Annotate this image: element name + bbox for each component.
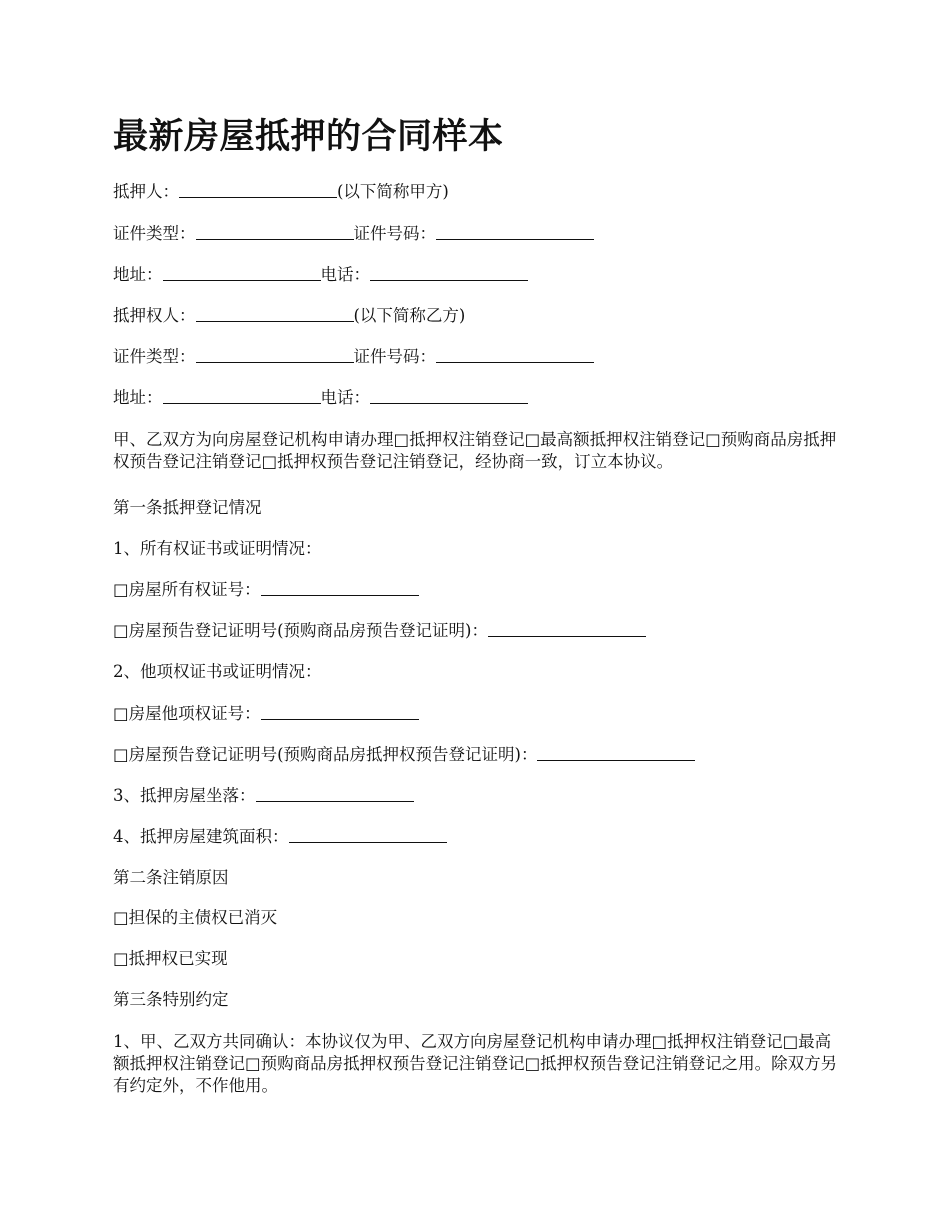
article2-reason1: □担保的主债权已消灭 xyxy=(113,908,278,927)
party-b-id-number-blank[interactable] xyxy=(436,346,594,363)
party-a-id-number-blank[interactable] xyxy=(436,223,594,240)
article1-item1-a-line xyxy=(113,579,419,601)
party-b-id-line xyxy=(113,346,594,368)
party-a-address-label: 地址： xyxy=(113,265,163,284)
article1-item2-a-line xyxy=(113,703,419,725)
party-b-id-type-label: 证件类型： xyxy=(113,347,196,366)
floor-area-blank[interactable] xyxy=(289,826,447,843)
party-b-name-line xyxy=(113,305,465,327)
party-a-id-type-blank[interactable] xyxy=(196,223,354,240)
party-a-name-blank[interactable] xyxy=(179,181,337,198)
party-b-name-blank[interactable] xyxy=(196,305,354,322)
party-b-address-label: 地址： xyxy=(113,388,163,407)
floor-area-label: 4、抵押房屋建筑面积： xyxy=(113,827,289,846)
article3-heading: 第三条特别约定 xyxy=(113,990,229,1009)
party-a-name-suffix: (以下简称甲方) xyxy=(337,182,449,201)
article1-heading: 第一条抵押登记情况 xyxy=(113,498,262,517)
preannouncement-cert-blank[interactable] xyxy=(488,620,646,637)
party-b-name-suffix: (以下简称乙方) xyxy=(353,306,466,325)
party-a-address-line xyxy=(113,264,528,286)
mortgage-preannouncement-cert-label: □房屋预告登记证明号(预购商品房抵押权预告登记证明)： xyxy=(113,745,538,764)
article1-item3-line xyxy=(113,785,414,807)
ownership-cert-blank[interactable] xyxy=(261,579,419,596)
party-a-id-type-label: 证件类型： xyxy=(113,224,196,243)
property-location-label: 3、抵押房屋坐落： xyxy=(113,786,256,805)
article2-reason2: □抵押权已实现 xyxy=(113,949,228,968)
article1-item2: 2、他项权证书或证明情况： xyxy=(113,662,322,681)
party-a-phone-blank[interactable] xyxy=(370,264,528,281)
party-a-name-line xyxy=(113,181,449,203)
party-a-id-line xyxy=(113,223,594,245)
article1-item1: 1、所有权证书或证明情况： xyxy=(113,539,322,558)
party-a-address-blank[interactable] xyxy=(163,264,321,281)
party-b-address-blank[interactable] xyxy=(163,387,321,404)
article2-heading: 第二条注销原因 xyxy=(113,868,229,887)
article3-item1: 1、甲、乙双方共同确认：本协议仅为甲、乙双方向房屋登记机构申请办理□抵押权注销登记□最高额抵押权注销登记□预购商品房抵押权预告登记注销登记□抵押权预告登记注销登记之用。除双方另有约定外，不作他用。 xyxy=(113,1032,838,1095)
party-b-phone-blank[interactable] xyxy=(370,387,528,404)
party-a-id-number-label: 证件号码： xyxy=(353,224,436,243)
property-location-blank[interactable] xyxy=(256,785,414,802)
intro-paragraph: 甲、乙双方为向房屋登记机构申请办理□抵押权注销登记□最高额抵押权注销登记□预购商品房抵押权预告登记注销登记□抵押权预告登记注销登记，经协商一致，订立本协议。 xyxy=(113,430,837,471)
other-rights-cert-blank[interactable] xyxy=(261,703,419,720)
party-a-name-label: 抵押人： xyxy=(113,182,179,201)
other-rights-cert-label: □房屋他项权证号： xyxy=(113,704,261,723)
article1-item4-line xyxy=(113,826,447,848)
party-b-name-label: 抵押权人： xyxy=(113,306,196,325)
preannouncement-cert-label: □房屋预告登记证明号(预购商品房预告登记证明)： xyxy=(113,621,488,640)
party-a-phone-label: 电话： xyxy=(320,265,370,284)
ownership-cert-label: □房屋所有权证号： xyxy=(113,580,261,599)
party-b-id-number-label: 证件号码： xyxy=(353,347,436,366)
document-title: 最新房屋抵押的合同样本 xyxy=(113,116,504,157)
article1-item1-b-line xyxy=(113,620,646,642)
article1-item2-b-line xyxy=(113,744,695,766)
mortgage-preannouncement-cert-blank[interactable] xyxy=(537,744,695,761)
party-b-phone-label: 电话： xyxy=(320,388,370,407)
party-b-id-type-blank[interactable] xyxy=(196,346,354,363)
party-b-address-line xyxy=(113,387,528,409)
